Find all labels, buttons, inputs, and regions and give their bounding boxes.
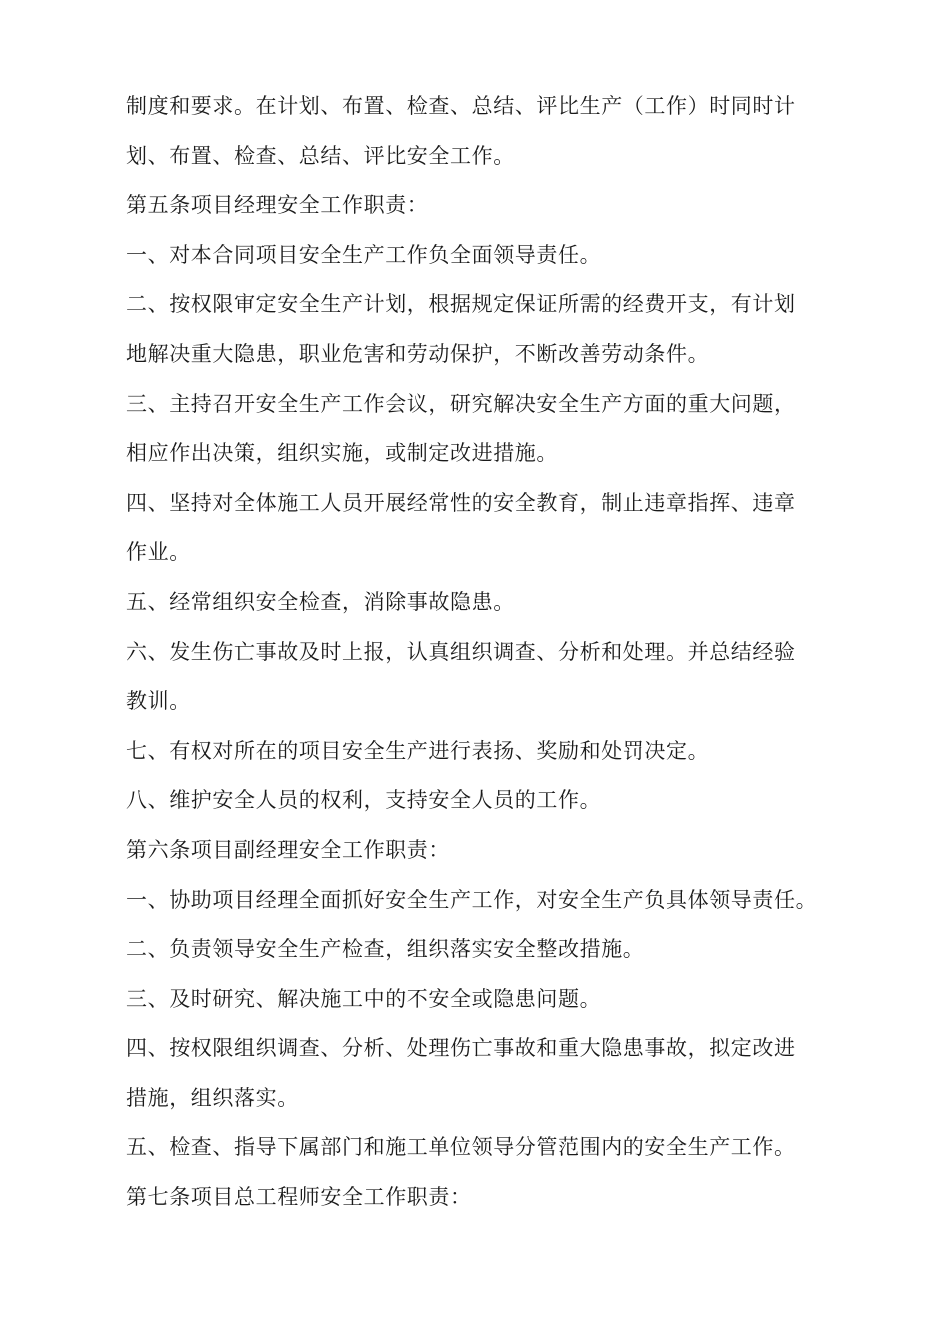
text-line: 五、经常组织安全检查，消除事故隐患。 [126,589,515,614]
text-line: 五、检查、指导下属部门和施工单位领导分管范围内的安全生产工作。 [126,1135,796,1160]
text-line: 八、维护安全人员的权利，支持安全人员的工作。 [126,788,602,813]
section-heading: 第七条项目总工程师安全工作职责： [126,1185,472,1210]
text-line: 相应作出决策，组织实施，或制定改进措施。 [126,441,558,466]
text-line: 三、及时研究、解决施工中的不安全或隐患问题。 [126,986,602,1011]
text-line: 四、按权限组织调查、分析、处理伤亡事故和重大隐患事故，拟定改进 [126,1036,796,1061]
section-heading: 第五条项目经理安全工作职责： [126,193,429,218]
text-line: 六、发生伤亡事故及时上报，认真组织调查、分析和处理。并总结经验 [126,639,796,664]
text-line: 划、布置、检查、总结、评比安全工作。 [126,143,515,168]
text-line: 一、协助项目经理全面抓好安全生产工作，对安全生产负具体领导责任。 [126,887,818,912]
text-line: 措施，组织落实。 [126,1085,299,1110]
text-line: 地解决重大隐患，职业危害和劳动保护，不断改善劳动条件。 [126,341,710,366]
section-heading: 第六条项目副经理安全工作职责： [126,837,450,862]
text-line: 教训。 [126,689,191,714]
text-line: 作业。 [126,540,191,565]
text-line: 七、有权对所在的项目安全生产进行表扬、奖励和处罚决定。 [126,738,710,763]
text-line: 三、主持召开安全生产工作会议，研究解决安全生产方面的重大问题， [126,391,796,416]
text-line: 二、负责领导安全生产检查，组织落实安全整改措施。 [126,937,645,962]
document-body [126,82,846,1223]
text-line: 制度和要求。在计划、布置、检查、总结、评比生产（工作）时同时计 [126,94,796,118]
text-line: 二、按权限审定安全生产计划，根据规定保证所需的经费开支，有计划 [126,292,796,317]
text-line: 一、对本合同项目安全生产工作负全面领导责任。 [126,242,602,267]
text-line: 四、坚持对全体施工人员开展经常性的安全教育，制止违章指挥、违章 [126,490,796,515]
